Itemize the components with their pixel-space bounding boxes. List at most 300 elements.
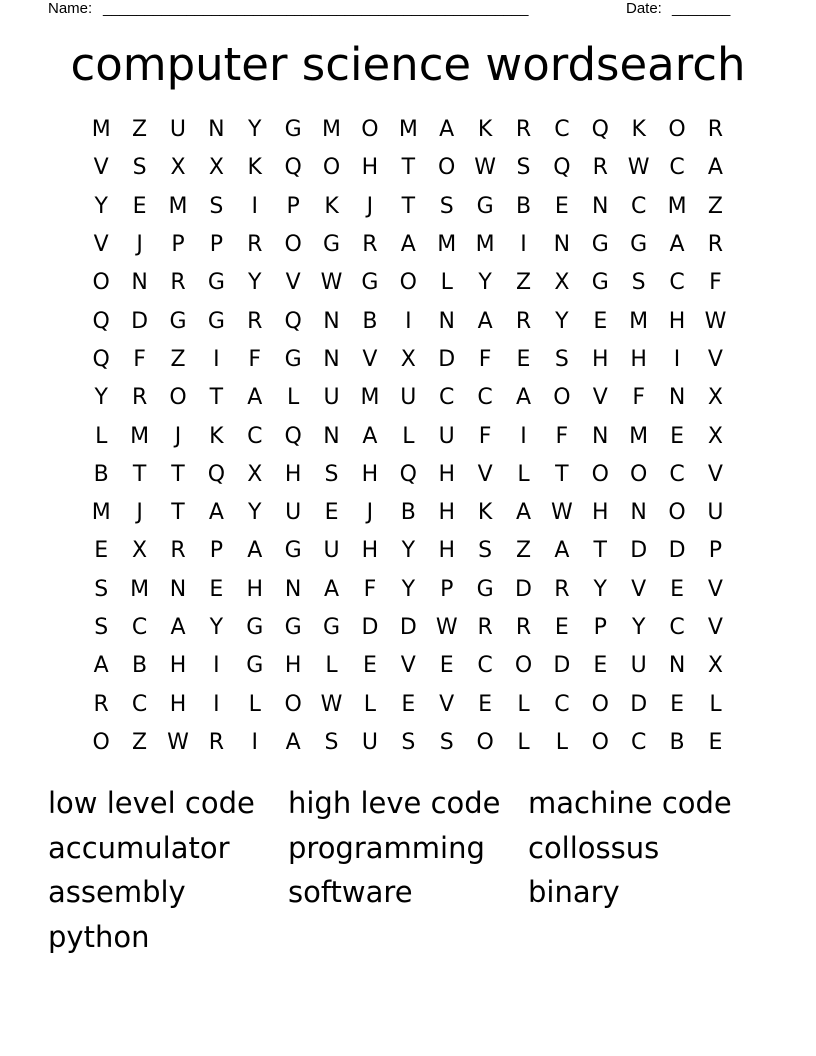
grid-letter[interactable]: E <box>708 729 723 755</box>
grid-letter[interactable]: A <box>93 653 109 679</box>
grid-letter[interactable]: S <box>324 461 339 487</box>
word-list-item: low level code <box>48 786 255 820</box>
grid-row <box>82 264 735 302</box>
grid-letter[interactable]: E <box>439 653 454 679</box>
grid-letter[interactable]: C <box>669 461 685 487</box>
grid-letter[interactable]: L <box>555 729 569 755</box>
grid-letter[interactable]: M <box>91 117 111 143</box>
grid-letter[interactable]: Q <box>284 308 302 334</box>
grid-letter[interactable]: Y <box>593 576 607 602</box>
grid-letter[interactable]: R <box>208 729 225 755</box>
grid-letter[interactable]: V <box>592 385 608 411</box>
grid-letter[interactable]: S <box>324 729 339 755</box>
grid-letter[interactable]: T <box>132 461 147 487</box>
grid-letter[interactable]: Q <box>553 155 571 181</box>
grid-letter[interactable]: G <box>284 117 302 143</box>
grid-letter[interactable]: I <box>251 729 258 755</box>
grid-letter[interactable]: S <box>94 576 109 602</box>
grid-letter[interactable]: S <box>554 346 569 372</box>
grid-letter[interactable]: E <box>593 653 608 679</box>
grid-letter[interactable]: J <box>136 232 143 258</box>
grid-letter[interactable]: W <box>551 500 573 526</box>
grid-letter[interactable]: K <box>477 500 493 526</box>
grid-letter[interactable]: R <box>515 117 532 143</box>
grid-letter[interactable]: Z <box>707 193 723 219</box>
grid-letter[interactable]: O <box>92 270 110 296</box>
grid-letter[interactable]: L <box>402 423 415 449</box>
grid-letter[interactable]: A <box>707 155 723 181</box>
grid-letter[interactable]: P <box>708 538 723 564</box>
grid-letter[interactable]: V <box>707 576 723 602</box>
grid-letter[interactable]: Y <box>248 500 262 526</box>
grid-letter[interactable]: Q <box>207 461 226 487</box>
grid-letter[interactable]: N <box>592 423 609 449</box>
grid-letter[interactable]: B <box>515 193 532 219</box>
grid-letter[interactable]: D <box>399 615 417 640</box>
grid-letter[interactable]: N <box>284 576 302 602</box>
grid-letter[interactable]: F <box>555 423 569 449</box>
grid-letter[interactable]: C <box>131 691 148 717</box>
page-title: computer science wordsearch <box>70 38 746 91</box>
grid-letter[interactable]: U <box>438 423 455 449</box>
grid-letter[interactable]: P <box>440 576 454 602</box>
grid-letter[interactable]: W <box>435 615 458 640</box>
grid-letter[interactable]: G <box>361 270 379 296</box>
grid-letter[interactable]: R <box>93 691 109 717</box>
grid-letter[interactable]: N <box>208 117 225 143</box>
grid-letter[interactable]: V <box>362 346 378 372</box>
grid-letter[interactable]: Y <box>209 615 224 640</box>
grid-letter[interactable]: N <box>438 308 455 334</box>
grid-letter[interactable]: E <box>670 691 684 717</box>
grid-letter[interactable]: V <box>285 270 301 296</box>
grid-letter[interactable]: S <box>478 538 493 564</box>
grid-letter[interactable]: I <box>673 346 681 372</box>
grid-letter[interactable]: G <box>284 346 302 372</box>
grid-letter[interactable]: Q <box>591 117 609 143</box>
grid-letter[interactable]: H <box>361 155 379 181</box>
grid-letter[interactable]: Y <box>555 308 569 334</box>
grid-letter[interactable]: Y <box>401 538 416 564</box>
grid-letter[interactable]: A <box>669 232 685 258</box>
grid-letter[interactable]: U <box>323 538 340 564</box>
grid-letter[interactable]: U <box>630 653 647 679</box>
grid-letter[interactable]: M <box>130 576 150 602</box>
grid-letter[interactable]: X <box>132 538 148 564</box>
grid-letter[interactable]: K <box>631 117 646 143</box>
grid-letter[interactable]: I <box>520 232 527 258</box>
grid-letter[interactable]: F <box>363 576 377 602</box>
grid-letter[interactable]: Q <box>92 346 110 372</box>
grid-letter[interactable]: U <box>707 500 724 526</box>
grid-letter[interactable]: M <box>168 193 188 219</box>
grid-letter[interactable]: G <box>476 576 494 602</box>
grid-letter[interactable]: C <box>630 729 647 755</box>
grid-letter[interactable]: H <box>630 346 647 372</box>
grid-letter[interactable]: V <box>477 461 493 487</box>
grid-letter[interactable]: O <box>361 117 379 143</box>
grid-letter[interactable]: A <box>285 729 301 755</box>
grid-letter[interactable]: R <box>131 385 148 411</box>
grid-letter[interactable]: G <box>476 193 494 219</box>
grid-letter[interactable]: C <box>131 615 148 640</box>
grid-letter[interactable]: B <box>669 729 685 755</box>
grid-letter[interactable]: Z <box>132 729 148 755</box>
grid-letter[interactable]: R <box>247 232 263 258</box>
grid-letter[interactable]: W <box>704 308 727 334</box>
grid-letter[interactable]: P <box>209 232 223 258</box>
grid-letter[interactable]: S <box>439 729 454 755</box>
grid-letter[interactable]: N <box>630 500 647 526</box>
grid-letter[interactable]: W <box>320 270 343 296</box>
grid-letter[interactable]: L <box>287 385 300 411</box>
word-list-item: binary <box>528 875 620 909</box>
grid-letter[interactable]: O <box>476 729 494 755</box>
grid-letter[interactable]: R <box>707 117 724 143</box>
grid-letter[interactable]: O <box>438 155 456 181</box>
grid-letter[interactable]: E <box>209 576 224 602</box>
grid-letter[interactable]: C <box>554 691 570 717</box>
grid-letter[interactable]: A <box>439 117 455 143</box>
name-field[interactable]: ___________________________________________________ <box>103 0 529 17</box>
grid-letter[interactable]: O <box>591 729 609 755</box>
grid-letter[interactable]: O <box>284 691 302 717</box>
grid-letter[interactable]: M <box>475 232 495 258</box>
grid-letter[interactable]: T <box>171 461 185 487</box>
grid-letter[interactable]: N <box>323 423 340 449</box>
grid-letter[interactable]: H <box>169 691 187 717</box>
grid-letter[interactable]: S <box>132 155 147 181</box>
grid-letter[interactable]: G <box>284 615 302 640</box>
grid-letter[interactable]: O <box>322 155 341 181</box>
grid-letter[interactable]: V <box>439 691 455 717</box>
grid-letter[interactable]: H <box>361 538 379 564</box>
grid-letter[interactable]: H <box>592 346 609 372</box>
grid-letter[interactable]: G <box>284 538 302 564</box>
grid-letter[interactable]: L <box>248 691 261 717</box>
grid-letter[interactable]: S <box>516 155 531 181</box>
grid-letter[interactable]: K <box>477 117 493 143</box>
grid-letter[interactable]: V <box>400 653 416 679</box>
grid-letter[interactable]: E <box>132 193 147 219</box>
grid-letter[interactable]: O <box>668 500 686 526</box>
grid-letter[interactable]: X <box>170 155 186 181</box>
grid-letter[interactable]: N <box>131 270 148 296</box>
grid-letter[interactable]: Y <box>94 385 108 411</box>
grid-letter[interactable]: P <box>286 193 300 219</box>
grid-letter[interactable]: A <box>247 385 263 411</box>
grid-letter[interactable]: G <box>207 308 225 334</box>
grid-letter[interactable]: G <box>246 653 264 679</box>
grid-letter[interactable]: N <box>668 385 686 411</box>
grid-letter[interactable]: W <box>627 155 650 181</box>
grid-letter[interactable]: G <box>591 270 609 296</box>
grid-letter[interactable]: E <box>554 193 569 219</box>
grid-letter[interactable]: X <box>554 270 570 296</box>
grid-letter[interactable]: C <box>477 653 493 679</box>
grid-letter[interactable]: E <box>362 653 377 679</box>
grid-letter[interactable]: A <box>515 500 532 526</box>
grid-letter[interactable]: X <box>247 461 263 487</box>
grid-letter[interactable]: I <box>213 691 220 717</box>
grid-letter[interactable]: S <box>209 193 224 219</box>
grid-letter[interactable]: O <box>553 385 571 411</box>
grid-letter[interactable]: E <box>593 308 608 334</box>
grid-letter[interactable]: B <box>362 308 378 334</box>
grid-letter[interactable]: T <box>555 461 569 487</box>
grid-letter[interactable]: R <box>247 308 263 334</box>
grid-letter[interactable]: C <box>669 615 685 640</box>
grid-letter[interactable]: Q <box>284 423 302 449</box>
grid-letter[interactable]: N <box>553 232 571 258</box>
word-list-item: assembly <box>48 875 186 909</box>
grid-letter[interactable]: C <box>439 385 455 411</box>
grid-letter[interactable]: A <box>400 232 416 258</box>
grid-letter[interactable]: R <box>170 538 186 564</box>
grid-letter[interactable]: T <box>209 385 224 411</box>
grid-letter[interactable]: O <box>284 232 302 258</box>
grid-letter[interactable]: I <box>213 653 220 679</box>
grid-letter[interactable]: H <box>668 308 686 334</box>
grid-letter[interactable]: Z <box>132 117 148 143</box>
grid-letter[interactable]: M <box>437 232 457 258</box>
grid-letter[interactable]: Y <box>94 193 108 219</box>
grid-letter[interactable]: N <box>169 576 187 602</box>
grid-letter[interactable]: M <box>130 423 150 449</box>
grid-letter[interactable]: D <box>131 308 149 334</box>
grid-letter[interactable]: U <box>285 500 302 526</box>
grid-letter[interactable]: V <box>707 346 723 372</box>
grid-letter[interactable]: A <box>515 385 532 411</box>
grid-letter[interactable]: V <box>707 461 723 487</box>
grid-letter[interactable]: G <box>207 270 225 296</box>
grid-letter[interactable]: E <box>94 538 109 564</box>
grid-letter[interactable]: A <box>554 538 570 564</box>
grid-letter[interactable]: M <box>398 117 418 143</box>
grid-letter[interactable]: C <box>554 117 570 143</box>
grid-letter[interactable]: A <box>247 538 263 564</box>
grid-letter[interactable]: E <box>554 615 569 640</box>
grid-letter[interactable]: L <box>517 461 530 487</box>
grid-letter[interactable]: B <box>132 653 148 679</box>
name-label: Name: <box>48 0 93 17</box>
grid-letter[interactable]: G <box>591 232 609 258</box>
grid-letter[interactable]: Z <box>515 538 532 564</box>
grid-letter[interactable]: H <box>438 538 455 564</box>
grid-letter[interactable]: O <box>169 385 187 411</box>
grid-letter[interactable]: G <box>323 232 341 258</box>
grid-letter[interactable]: W <box>320 691 343 717</box>
date-field[interactable]: _______ <box>672 0 731 17</box>
grid-letter[interactable]: W <box>474 155 496 181</box>
grid-letter[interactable]: O <box>630 461 648 487</box>
grid-letter[interactable]: D <box>630 691 648 717</box>
grid-letter[interactable]: A <box>324 576 340 602</box>
grid-letter[interactable]: R <box>515 308 532 334</box>
grid-letter[interactable]: O <box>514 653 533 679</box>
grid-letter[interactable]: P <box>171 232 185 258</box>
grid-letter[interactable]: M <box>667 193 687 219</box>
grid-letter[interactable]: C <box>669 155 685 181</box>
grid-letter[interactable]: T <box>593 538 607 564</box>
grid-letter[interactable]: H <box>438 500 455 526</box>
grid-letter[interactable]: O <box>591 691 609 717</box>
grid-letter[interactable]: Q <box>284 155 302 181</box>
grid-letter[interactable]: R <box>170 270 186 296</box>
grid-letter[interactable]: L <box>517 729 530 755</box>
grid-letter[interactable]: K <box>324 193 339 219</box>
grid-letter[interactable]: M <box>629 423 649 449</box>
grid-letter[interactable]: X <box>707 653 723 679</box>
grid-letter[interactable]: I <box>520 423 527 449</box>
grid-letter[interactable]: G <box>323 615 341 640</box>
grid-letter[interactable]: C <box>669 270 685 296</box>
grid-letter[interactable]: X <box>208 155 224 181</box>
grid-letter[interactable]: N <box>323 346 340 372</box>
grid-letter[interactable]: R <box>707 232 724 258</box>
grid-letter[interactable]: J <box>174 423 182 449</box>
grid-letter[interactable]: H <box>284 653 302 679</box>
grid-letter[interactable]: M <box>322 117 342 143</box>
grid-letter[interactable]: S <box>631 270 646 296</box>
grid-letter[interactable]: E <box>478 691 493 717</box>
grid-letter[interactable]: R <box>592 155 608 181</box>
grid-letter[interactable]: P <box>209 538 223 564</box>
grid-letter[interactable]: D <box>361 615 379 640</box>
grid-letter[interactable]: L <box>440 270 453 296</box>
grid-letter[interactable]: V <box>707 615 723 640</box>
grid-letter[interactable]: T <box>401 193 416 219</box>
grid-letter[interactable]: L <box>95 423 108 449</box>
grid-letter[interactable]: Y <box>401 576 416 602</box>
grid-letter[interactable]: F <box>632 385 645 411</box>
grid-letter[interactable]: Y <box>478 270 492 296</box>
grid-row <box>82 379 735 417</box>
grid-letter[interactable]: D <box>553 653 571 679</box>
grid-letter[interactable]: L <box>517 691 530 717</box>
grid-letter[interactable]: Z <box>515 270 532 296</box>
grid-letter[interactable]: O <box>399 270 417 296</box>
grid-letter[interactable]: A <box>477 308 493 334</box>
grid-letter[interactable]: H <box>361 461 379 487</box>
grid-letter[interactable]: G <box>169 308 187 334</box>
grid-letter[interactable]: N <box>592 193 609 219</box>
grid-letter[interactable]: S <box>94 615 109 640</box>
grid-letter[interactable]: K <box>247 155 262 181</box>
grid-letter[interactable]: G <box>630 232 648 258</box>
grid-letter[interactable]: J <box>366 500 374 526</box>
grid-letter[interactable]: A <box>362 423 378 449</box>
grid-letter[interactable]: I <box>405 308 412 334</box>
grid-letter[interactable]: X <box>707 423 723 449</box>
grid-letter[interactable]: O <box>668 117 686 143</box>
grid-letter[interactable]: C <box>247 423 263 449</box>
grid-letter[interactable]: F <box>478 423 492 449</box>
grid-letter[interactable]: X <box>400 346 416 372</box>
grid-letter[interactable]: X <box>707 385 723 411</box>
grid-letter[interactable]: J <box>136 500 143 526</box>
grid-letter[interactable]: H <box>284 461 302 487</box>
grid-letter[interactable]: C <box>477 385 493 411</box>
grid-letter[interactable]: L <box>325 653 338 679</box>
grid-letter[interactable]: W <box>167 729 189 755</box>
grid-letter[interactable]: T <box>171 500 185 526</box>
grid-letter[interactable]: C <box>630 193 647 219</box>
grid-letter[interactable]: N <box>323 308 340 334</box>
grid-letter[interactable]: Y <box>631 615 646 640</box>
grid-letter[interactable]: M <box>360 385 380 411</box>
grid-letter[interactable]: M <box>91 500 111 526</box>
grid-letter[interactable]: B <box>93 461 109 487</box>
grid-letter[interactable]: N <box>668 653 686 679</box>
grid-letter[interactable]: E <box>516 346 531 372</box>
grid-letter[interactable]: D <box>630 538 648 564</box>
grid-letter[interactable]: A <box>208 500 224 526</box>
grid-letter[interactable]: V <box>93 155 109 181</box>
grid-letter[interactable]: S <box>439 193 454 219</box>
grid-letter[interactable]: S <box>401 729 416 755</box>
grid-letter[interactable]: E <box>670 423 684 449</box>
grid-letter[interactable]: O <box>92 729 110 755</box>
grid-letter[interactable]: R <box>477 615 493 640</box>
grid-letter[interactable]: U <box>323 385 340 411</box>
grid-letter[interactable]: V <box>93 232 109 258</box>
grid-letter[interactable]: Q <box>92 308 110 334</box>
grid-letter[interactable]: J <box>366 193 374 219</box>
grid-letter[interactable]: I <box>213 346 220 372</box>
grid-letter[interactable]: A <box>170 615 186 640</box>
grid-letter[interactable]: U <box>169 117 187 143</box>
grid-letter[interactable]: R <box>554 576 570 602</box>
grid-letter[interactable]: F <box>709 270 722 296</box>
grid-letter[interactable]: U <box>400 385 417 411</box>
grid-letter[interactable]: D <box>438 346 456 372</box>
grid-letter[interactable]: E <box>670 576 684 602</box>
grid-letter[interactable]: D <box>515 576 532 602</box>
grid-letter[interactable]: R <box>362 232 378 258</box>
grid-letter[interactable]: Y <box>248 270 262 296</box>
grid-letter[interactable]: L <box>709 691 722 717</box>
grid-letter[interactable]: H <box>169 653 187 679</box>
grid-letter[interactable]: E <box>324 500 339 526</box>
grid-letter[interactable]: M <box>629 308 649 334</box>
grid-letter[interactable]: P <box>593 615 607 640</box>
grid-letter[interactable]: O <box>591 461 609 487</box>
grid-letter[interactable]: E <box>401 691 416 717</box>
grid-letter[interactable]: L <box>363 691 377 717</box>
grid-letter[interactable]: F <box>248 346 262 372</box>
grid-letter[interactable]: H <box>438 461 455 487</box>
grid-letter[interactable]: Q <box>399 461 417 487</box>
word-list <box>48 781 788 959</box>
grid-letter[interactable]: F <box>478 346 492 372</box>
grid-letter[interactable]: Y <box>248 117 262 143</box>
grid-letter[interactable]: F <box>133 346 146 372</box>
grid-letter[interactable]: R <box>515 615 532 640</box>
grid-letter[interactable]: Z <box>170 346 186 372</box>
grid-letter[interactable]: V <box>631 576 647 602</box>
grid-letter[interactable]: K <box>209 423 224 449</box>
grid-letter[interactable]: H <box>592 500 609 526</box>
grid-letter[interactable]: I <box>251 193 258 219</box>
grid-letter[interactable]: G <box>246 615 264 640</box>
grid-letter[interactable]: T <box>401 155 416 181</box>
grid-letter[interactable]: B <box>400 500 416 526</box>
grid-letter[interactable]: U <box>361 729 378 755</box>
grid-letter[interactable]: H <box>246 576 264 602</box>
grid-letter[interactable]: D <box>668 538 686 564</box>
grid-row <box>82 341 735 379</box>
